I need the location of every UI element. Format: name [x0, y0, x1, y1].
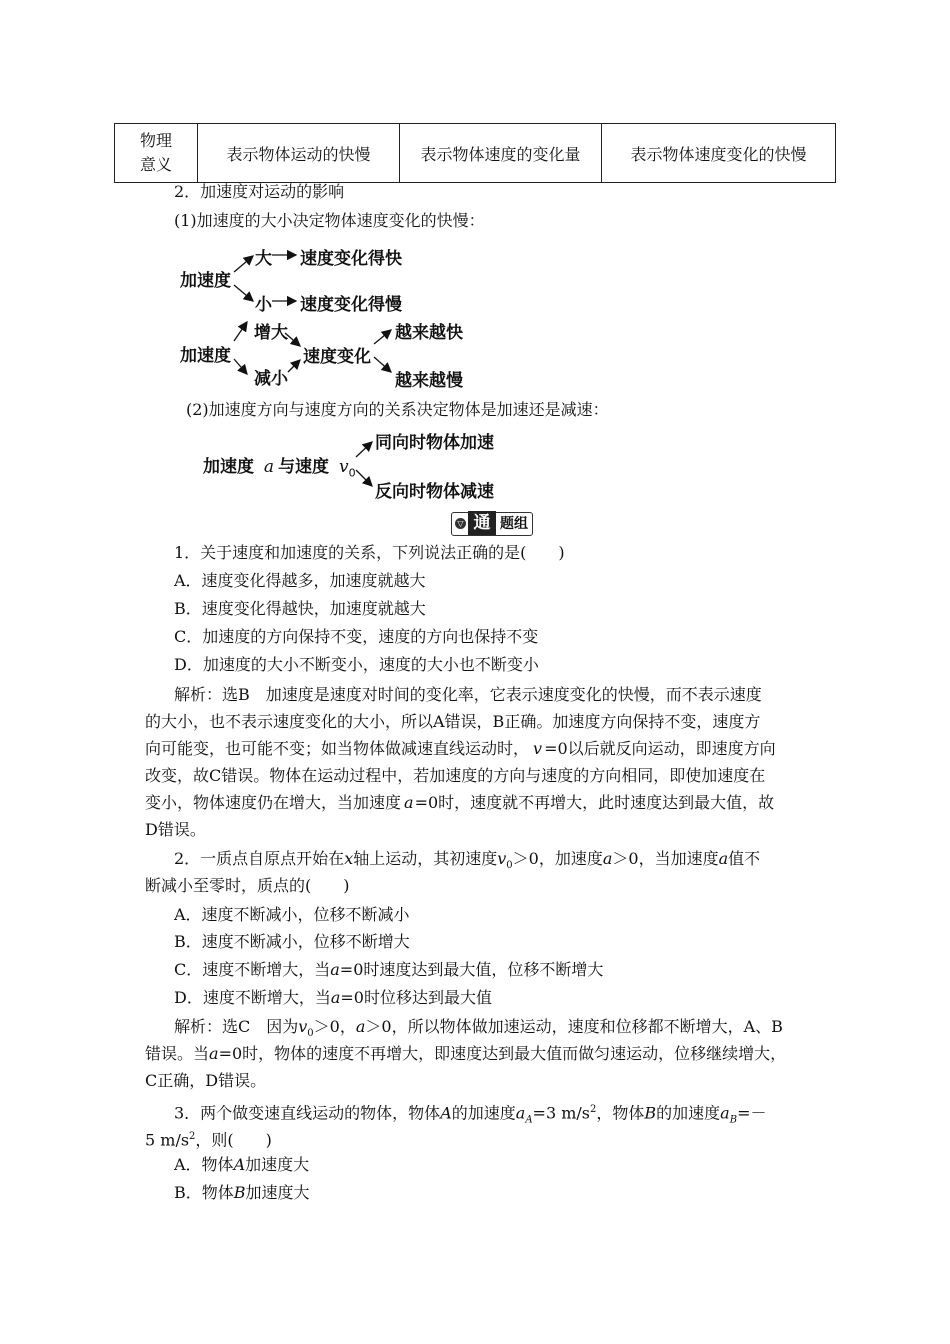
question-1-answer-line5: [145, 793, 774, 813]
object-a-symbol: A: [233, 1155, 246, 1174]
diagram2-faster: 越来越快: [395, 323, 463, 343]
answer-text: ＞0，所以物体做加速运动，速度和位移都不断增大，A、B: [365, 1017, 783, 1036]
diagram1-small-result: 速度变化得慢: [300, 295, 402, 315]
answer-text: 错误。当: [145, 1044, 210, 1063]
accel-symbol: a: [718, 849, 729, 868]
object-a-symbol: A: [440, 1103, 452, 1123]
stem-text: 2．一质点自原点开始在: [174, 849, 345, 868]
diagram3-accel-word: 加速度: [203, 457, 254, 477]
accel-subscript-a: A: [525, 1114, 533, 1126]
velocity-subscript: 0: [506, 860, 513, 872]
answer-text: ＞0，: [313, 1017, 356, 1036]
question-2-stem-line1: [174, 849, 760, 876]
answer-text: 向可能变，也可能不变；如当物体做减速直线运动时，: [145, 739, 530, 758]
object-b-symbol: B: [233, 1183, 246, 1202]
diagram1-big-result: 速度变化得快: [300, 249, 402, 269]
option-text: A．物体: [174, 1155, 234, 1174]
subheading-2: (2)加速度方向与速度方向的关系决定物体是加速还是减速：: [186, 400, 609, 419]
table-cell-acceleration: 表示物体速度变化的快慢: [602, 124, 836, 183]
table-cell-velocity-change: 表示物体速度的变化量: [400, 124, 602, 183]
question-1-answer-line4: 改变，故C错误。物体在运动过程中，若加速度的方向与速度的方向相同，即使加速度在: [145, 766, 766, 785]
accel-subscript-b: B: [729, 1114, 738, 1126]
diagram2-root: 加速度: [180, 346, 231, 366]
option-text: D．速度不断增大，当: [174, 988, 331, 1007]
stem-text: 的加速度: [451, 1103, 516, 1123]
velocity-symbol: v: [497, 849, 507, 868]
square-superscript: 2: [590, 1104, 597, 1115]
question-2-stem-line2: 断减小至零时，质点的( ): [145, 876, 350, 895]
diagram3-same-direction: 同向时物体加速: [375, 433, 494, 453]
diagram2-decrease: 减小: [254, 369, 288, 389]
accel-symbol: a: [330, 988, 341, 1007]
question-1-option-c: C．加速度的方向保持不变，速度的方向也保持不变: [174, 627, 539, 646]
stem-text: =3 m/s: [532, 1103, 590, 1123]
question-1-answer-line2: 的大小，也不表示速度变化的大小，所以A错误，B正确。加速度方向保持不变，速度方: [145, 712, 761, 731]
question-2-answer-line2: [145, 1044, 786, 1064]
answer-text: =0时，速度就不再增大，此时速度达到最大值，故: [414, 793, 775, 812]
accel-symbol: a: [209, 1044, 219, 1063]
diagram3-opposite-direction: 反向时物体减速: [375, 482, 494, 502]
diagram3-accel-symbol: a: [263, 457, 275, 477]
diagram1-root: 加速度: [180, 271, 231, 291]
stem-text: ＞0，加速度: [512, 849, 603, 868]
option-text: =0时速度达到最大值，位移不断增大: [339, 960, 604, 979]
stem-text: =－: [737, 1103, 767, 1123]
subheading-1: (1)加速度的大小决定物体速度变化的快慢：: [174, 211, 485, 230]
diagram2-increase: 增大: [254, 323, 288, 343]
option-text: C．速度不断增大，当: [174, 960, 331, 979]
object-b-symbol: B: [644, 1103, 657, 1123]
question-1-option-a: A．速度变化得越多，加速度就越大: [174, 571, 426, 590]
table-cell-velocity: 表示物体运动的快慢: [198, 124, 400, 183]
section-heading: 2．加速度对运动的影响: [174, 182, 345, 201]
question-2-option-b: B．速度不断减小，位移不断增大: [174, 932, 410, 951]
question-3-stem-line2: [145, 1127, 272, 1150]
option-text: =0时位移达到最大值: [340, 988, 492, 1007]
accel-symbol: a: [404, 793, 414, 812]
stem-text: ，物体: [596, 1103, 645, 1123]
question-1-stem: 1．关于速度和加速度的关系，下列说法正确的是( ): [174, 543, 565, 562]
accel-symbol: a: [720, 1103, 730, 1123]
square-superscript: 2: [189, 1131, 196, 1142]
answer-text: 变小，物体速度仍在增大，当加速度: [145, 793, 402, 812]
accel-symbol: a: [355, 1017, 366, 1036]
question-2-option-c: [174, 960, 603, 980]
question-3-stem-line1: [174, 1100, 767, 1131]
question-2-answer-line3: C正确，D错误。: [145, 1071, 267, 1090]
question-3-option-b: [174, 1183, 310, 1203]
stem-text: 5 m/s: [145, 1130, 190, 1150]
accel-symbol: a: [602, 849, 613, 868]
triangle-icon: ▽: [455, 518, 466, 529]
stem-text: ，则( ): [195, 1130, 272, 1150]
diagram3-velocity-symbol: v: [338, 457, 349, 477]
answer-text: 解析：选C 因为: [174, 1017, 299, 1036]
velocity-subscript: 0: [307, 1028, 314, 1040]
answer-text: =0以后就反向运动，即速度方向: [544, 739, 776, 758]
question-1-option-d: D．加速度的大小不断变小，速度的大小也不断变小: [174, 655, 539, 674]
diagram3-velocity-subscript: 0: [348, 466, 356, 480]
option-text: B．物体: [174, 1183, 234, 1202]
question-1-option-b: B．速度变化得越快，加速度就越大: [174, 599, 426, 618]
question-1-answer-line6: D错误。: [145, 820, 206, 839]
stem-text: 轴上运动，其初速度: [353, 849, 498, 868]
practice-group-badge: [451, 512, 533, 536]
x-symbol: x: [344, 849, 354, 868]
stem-text: 值不: [728, 849, 761, 868]
question-1-answer-line1: 解析：选B 加速度是速度对时间的变化率，它表示速度变化的快慢，而不表示速度: [174, 685, 762, 704]
stem-text: 3．两个做变速直线运动的物体，物体: [174, 1103, 441, 1123]
velocity-symbol: v: [533, 739, 543, 758]
diagram1-small: 小: [255, 295, 272, 315]
diagram2-slower: 越来越慢: [395, 371, 463, 391]
option-text: 加速度大: [245, 1155, 310, 1174]
question-2-answer-line1: [174, 1017, 783, 1044]
row-header-line1: 物理: [139, 131, 172, 150]
question-1-answer-line3: [145, 739, 776, 759]
answer-text: =0时，物体的速度不再增大，即速度达到最大值而做匀速运动，位移继续增大，: [218, 1044, 787, 1063]
question-2-option-d: [174, 988, 492, 1008]
accel-symbol: a: [330, 960, 340, 979]
diagram2-middle: 速度变化: [303, 347, 371, 367]
accel-symbol: a: [515, 1103, 526, 1123]
option-text: 加速度大: [245, 1183, 310, 1202]
row-header-line2: 意义: [139, 155, 172, 174]
badge-tong: 通: [468, 511, 496, 535]
diagram1-big: 大: [255, 249, 272, 269]
question-3-option-a: [174, 1155, 309, 1175]
stem-text: 的加速度: [656, 1103, 721, 1123]
stem-text: ＞0，当加速度: [612, 849, 719, 868]
diagram3-with-velocity: 与速度: [278, 457, 330, 477]
question-2-option-a: A．速度不断减小，位移不断减小: [174, 905, 410, 924]
badge-label: 题组: [500, 516, 528, 532]
velocity-symbol: v: [298, 1017, 308, 1036]
